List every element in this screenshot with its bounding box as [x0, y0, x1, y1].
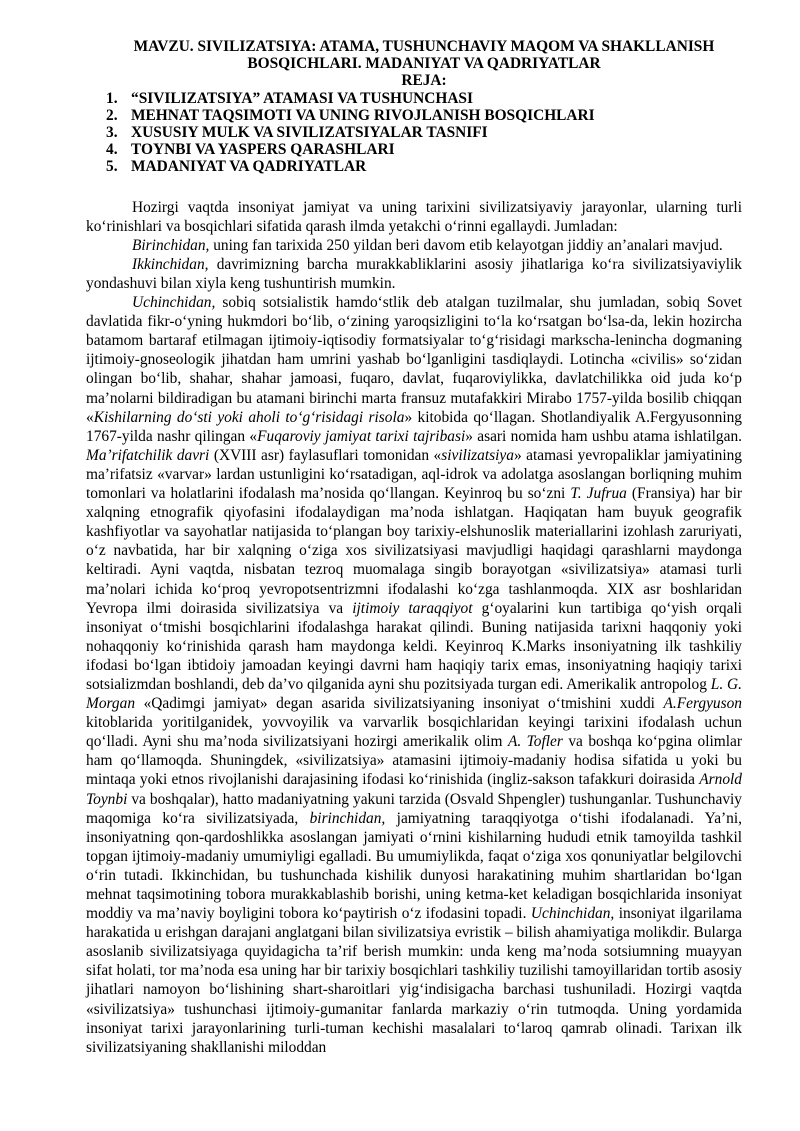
paragraph-third-point: [86, 293, 742, 1057]
emphasis: A.Fergyuson: [663, 695, 742, 713]
document-title: [86, 38, 742, 90]
paragraph-text: jamiyatning taraqqiyotga o‘tishi ifodalanadi. Ya’ni, insoniyatning qon-qardoshlikka asoslangan jamiyati o‘rnini kishilarning hududi etnik tamoyilda tashkil topgan ijtimoiy-madaniy umumiyligi egalladi. Bu umumiylikda, faqat o‘ziga xos qonuniyatlar belgilovchi o‘rin tutadi. Ikkinchidan, bu tushunchada kishilik dunyosi harakatining muhim shartlaridan bo‘lgan mehnat taqsimotining tobora murakkablashib borishi, uning ketma-ket keladigan bosqichlarida insoniyat moddiy va ma’naviy boyligini tobora ko‘paytirish o‘z ifodasini topadi.: [86, 809, 742, 923]
plan-item-text: TOYNBI VA YASPERS QARASHLARI: [131, 141, 395, 159]
emphasis: Ikkinchidan,: [132, 255, 209, 273]
paragraph-text: » asari nomida ham ushbu atama ishlatilgan.: [465, 427, 742, 445]
plan-item-text: “SIVILIZATSIYA” ATAMASI VA TUSHUNCHASI: [131, 89, 473, 107]
plan-item-number: 3.: [106, 124, 118, 142]
paragraph-text: kitoblarida yoritilganidek, yovvoyilik va varvarlik bosqichlaridan keyingi tarixini ifodalash uchun qo‘lladi. Ayni shu ma’noda sivilizatsiyani hozirgi amerikalik olim: [86, 714, 742, 751]
spacer: [86, 176, 742, 198]
paragraph-text: «Qadimgi jamiyat» degan asarida sivilizatsiyaning insoniyat o‘tmishini xuddi: [135, 695, 664, 713]
title-line-2: BOSQICHLARI. MADANIYAT VA QADRIYATLAR: [247, 55, 601, 73]
paragraph-text: g‘oyalarini kun tartibiga qo‘yish orqali insoniyat o‘tmishi bosqichlarini ifodalashga harakat qilindi. Buning natijasida tarixni haqqoniy yoki nohaqqoniy ko‘rinishida qarash ham maydonga keldi. Keyinroq K.Marks insoniyatning ilk tashkiliy ifodasi bo‘lgan ibtidoiy jamoadan keyingi davrni ham haqiqiy tarix emas, insoniyatning haqiqiy tarixi sotsializmdan boshlandi, deb da’vo qilganida ayni shu pozitsiyada turgan edi. Amerikalik antropolog: [86, 599, 743, 693]
plan-item: [86, 124, 742, 141]
plan-item-text: XUSUSIY MULK VA SIVILIZATSIYALAR TASNIFI: [131, 124, 488, 142]
paragraph-text: » kitobida qo‘llagan. Shotlandiyalik A.Fergyusonning 1767-yilda nashr qilingan «: [86, 408, 742, 445]
body-text: [86, 198, 742, 1057]
title-line-1: MAVZU. SIVILIZATSIYA: ATAMA, TUSHUNCHAVIY MAQOM VA SHAKLLANISH: [133, 38, 715, 55]
paragraph-text: sobiq sotsialistik hamdo‘stlik deb atalgan tuzilmalar, shu jumladan, sobiq Sovet davlatida fikr-o‘yning hukmdori bo‘lib, o‘zining yaroqsizligini to‘la ko‘rsatgan bo‘lsa-da, lekin hozircha batamom bartaraf etilmagan ijtimoiy-iqtisodiy formatsiyalar to‘g‘risidagi markscha-lenincha dogmaning ijtimoiy-gnoseologik jihatdan ham umrini yashab bo‘lganligini tasdiqlaydi. Lotincha «civilis» so‘zidan olingan bo‘lib, shahar, shahar jamoasi, fuqaro, davlat, fuqaroviylikka, davlatchilikka oid juda ko‘p ma’nolarni bildiradigan bu atamani birinchi marta fransuz mutafakkiri Mirabo 1757-yilda bosilib chiqqan «: [86, 294, 742, 426]
emphasis: sivilizatsiya: [441, 446, 514, 464]
paragraph-text: (XVIII asr) faylasuflari tomonidan «: [209, 446, 442, 464]
plan-item: [86, 141, 742, 158]
paragraph-text: davrimizning barcha murakkabliklarini asosiy jihatlariga ko‘ra sivilizatsiyaviylik yondashuvi bilan xiyla keng tushuntirish mumkin.: [86, 255, 742, 292]
plan-list: [86, 90, 742, 176]
paragraph-intro: Hozirgi vaqtda insoniyat jamiyat va uning tarixini sivilizatsiyaviy jarayonlar, ularning turli ko‘rinishlari va bosqichlari sifatida qarash ilmda yetakchi o‘rinni egallaydi. Jumladan:: [86, 198, 742, 235]
emphasis: Arnold Toynbi: [86, 771, 742, 808]
document-page: [86, 38, 742, 1057]
plan-item: [86, 158, 742, 175]
emphasis: Uchinchidan,: [530, 905, 615, 923]
plan-item: [86, 90, 742, 107]
paragraph-text: (Fransiya) har bir xalqning etnografik qiyofasini ifodalaydigan ma’noda ishlatgan. Haqiqatan ham buyuk geografik kashfiyotlar va sayohatlar natijasida to‘plangan boy tarixiy-elshunoslik materiallarini izohlash zaruriyati, o‘z navbatida, har bir xalqning o‘ziga xos sivilizatsiyasi mavjudligi haqidagi qarashlarni maydonga keltiradi. Ayni vaqtda, nisbatan tezroq muomalaga singib borayotgan «sivilizatsiya» atamasi turli ma’nolari ichida ko‘proq yevropotsentrizmni ifodalashi ko‘zga tashlanmoqda. XIX asr boshlaridan Yevropa ilmi doirasida sivilizatsiya va: [86, 485, 742, 617]
paragraph-text: va boshqa ko‘pgina olimlar ham qo‘llamoqda. Shuningdek, «sivilizatsiya» atamasini ijtimoiy-madaniy hodisa sifatida u yoki bu mintaqa yoki etnos rivojlanishi darajasining ifodasi ko‘rinishida (ingliz-sakson tafakkuri doirasida: [86, 733, 742, 789]
plan-item-text: MADANIYAT VA QADRIYATLAR: [131, 158, 367, 176]
plan-item-number: 1.: [106, 89, 118, 107]
plan-item-number: 5.: [106, 158, 118, 176]
emphasis: Ma’rifatchilik davri: [86, 446, 210, 464]
emphasis: A. Tofler: [507, 733, 563, 751]
paragraph-text: va boshqalar), hatto madaniyatning yakuni tarzida (Osvald Shpengler) tushunganlar. Tushunchaviy maqomiga ko‘ra sivilizatsiyada,: [86, 790, 742, 827]
emphasis: L. G. Morgan: [86, 675, 742, 713]
paragraph-first-point: [86, 236, 742, 255]
paragraph-text: » atamasi yevropaliklar jamiyatining ma’rifatsiz «varvar» lardan ustunligini ko‘rsatadigan, aql-idrok va adolatga asoslangan borliqning muhim tomonlari va holatlarini ifodalash ma’nosida qo‘llangan. Keyinroq bu so‘zni: [86, 446, 742, 503]
emphasis: T. Jufrua: [570, 485, 627, 503]
emphasis: Uchinchidan,: [132, 294, 216, 312]
emphasis: Birinchidan,: [132, 236, 210, 254]
paragraph-second-point: [86, 255, 742, 293]
plan-item-number: 4.: [106, 141, 118, 159]
emphasis: Fuqaroviy jamiyat tarixi tajribasi: [257, 427, 466, 445]
plan-item: [86, 107, 742, 124]
plan-item-text: MEHNAT TAQSIMOTI VA UNING RIVOJLANISH BOSQICHLARI: [131, 106, 595, 124]
emphasis: ijtimoiy taraqqiyot: [352, 599, 473, 617]
emphasis: birinchidan,: [309, 809, 386, 827]
reja-heading: REJA:: [401, 72, 447, 90]
paragraph-text: insoniyat ilgarilama harakatida u erishgan darajani anglatgani bilan sivilizatsiya evristik – bilish ahamiyatiga molikdir. Bularga asoslanib sivilizatsiyaga quyidagicha ta’rif berish mumkin: unda keng ma’noda sotsiumning muayyan sifat holati, tor ma’noda esa uning har bir tarixiy bosqichlari tashkiliy tuzilishi tamoyillaridan tortib asosiy jihatlari namoyon bo‘lishining shart-sharoitlari yig‘indisigacha barchasi tushuniladi. Hozirgi vaqtda «sivilizatsiya» tushunchasi ijtimoiy-gumanitar fanlarda markaziy o‘rin tutmoqda. Uning yordamida insoniyat tarixi jarayonlarining turli-tuman kechishi masalalari to‘laroq qamrab olinadi. Tarixan ilk sivilizatsiyaning shakllanishi miloddan: [86, 905, 742, 1056]
plan-item-number: 2.: [106, 106, 118, 124]
paragraph-text: uning fan tarixida 250 yildan beri davom etib kelayotgan jiddiy an’analari mavjud.: [209, 236, 723, 254]
emphasis: Kishilarning do‘sti yoki aholi to‘g‘risidagi risola: [93, 408, 405, 426]
